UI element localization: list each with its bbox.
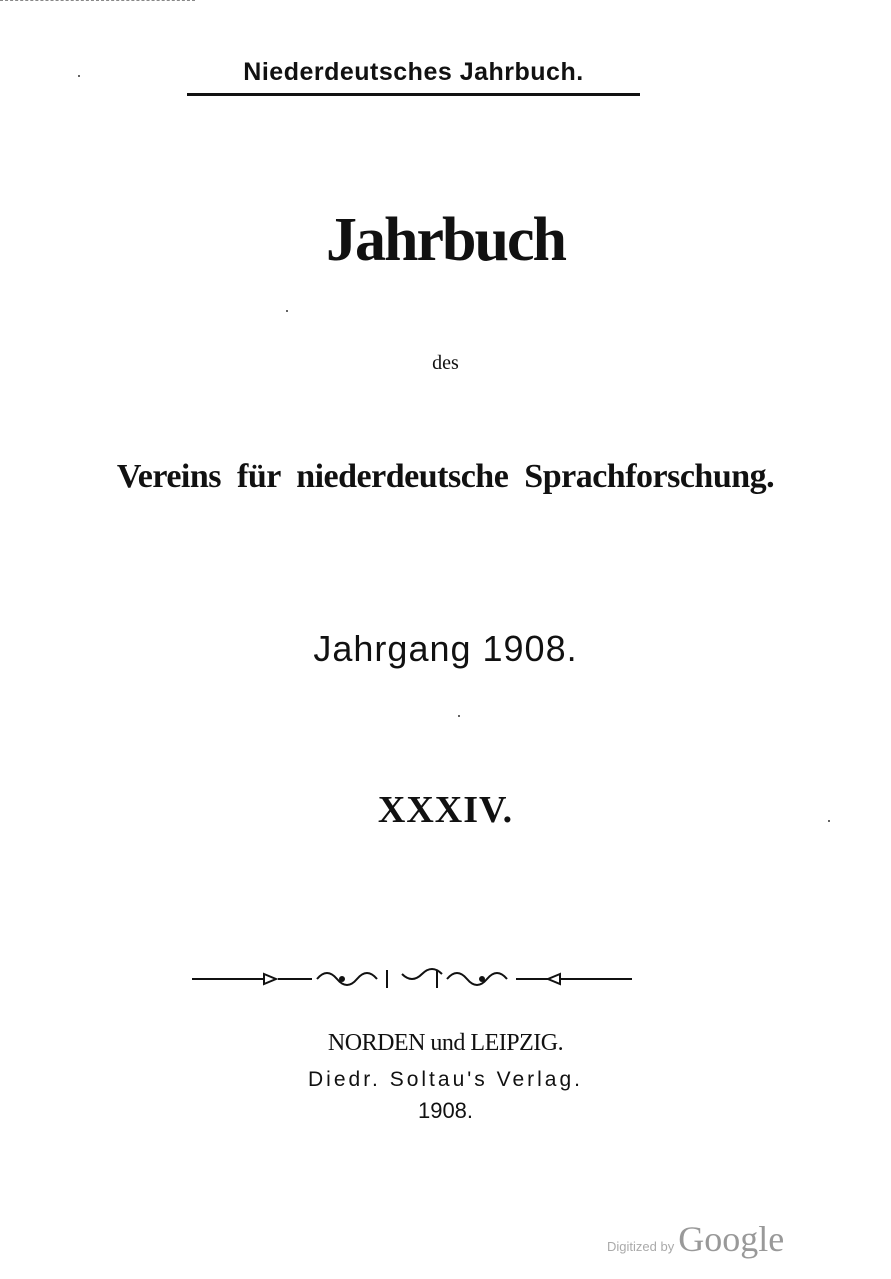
title-connector: des (432, 352, 459, 374)
society-name-text: Vereins für niederdeutsche Sprachforschung. (116, 458, 775, 495)
society-name (0, 458, 891, 496)
scan-speck (458, 715, 460, 717)
google-logo: Google (678, 1219, 785, 1259)
scan-speck (286, 310, 288, 312)
publication-year: 1908. (417, 1098, 474, 1123)
ornament-divider-icon (192, 966, 632, 992)
running-title: Niederdeutsches Jahrbuch. (243, 58, 584, 86)
imprint-place-text: NORDEN und LEIPZIG. (327, 1030, 564, 1056)
year-line: Jahrgang 1908. (313, 628, 578, 669)
scan-edge-mark (0, 0, 195, 1)
header-rule (187, 93, 640, 96)
publisher-name: Diedr. Soltau's Verlag. (308, 1068, 583, 1091)
volume-number: XXXIV. (377, 789, 514, 831)
book-title-text: Jahrbuch (326, 206, 565, 274)
book-title (0, 205, 891, 276)
scan-speck (78, 75, 80, 77)
watermark-prefix: Digitized by (607, 1239, 675, 1254)
digitized-watermark (607, 1218, 784, 1260)
imprint-place (0, 1030, 891, 1057)
